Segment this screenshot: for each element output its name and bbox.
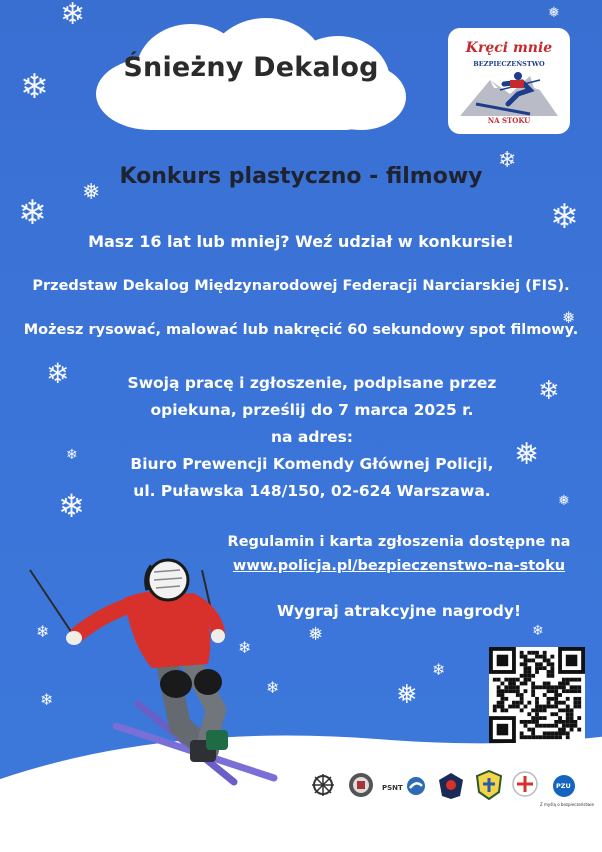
logo-line-2: BEZPIECZEŃSTWO	[473, 60, 545, 68]
snowflake-icon: ❅	[396, 680, 418, 710]
snowflake-icon: ❄	[532, 623, 544, 639]
fis-text: Przedstaw Dekalog Międzynarodowej Federacji Narciarskiej (FIS).	[32, 278, 570, 294]
snowflake-icon: ❅	[82, 180, 101, 205]
snowflake-icon: ❄	[538, 376, 560, 406]
send-text-2: opiekuna, prześlij do 7 marca 2025 r.	[150, 401, 474, 419]
snowflake-icon: ❄	[432, 660, 446, 679]
pzu-label: PZU	[556, 782, 571, 790]
cross-badge-icon	[476, 770, 502, 800]
skier-icon	[460, 68, 558, 116]
spot-text: Możesz rysować, malować lub nakręcić 60 sekundowy spot filmowy.	[23, 322, 579, 338]
prize-text: Wygraj atrakcyjne nagrody!	[276, 602, 522, 620]
snowflake-icon: ❄	[60, 0, 86, 32]
snowflake-icon: ❄	[58, 487, 85, 525]
sponsor-logos	[300, 764, 602, 824]
snowflake-icon: ❄	[238, 638, 252, 657]
skier-icon	[20, 550, 300, 800]
police-badge-icon	[348, 772, 374, 798]
snowflake-icon: ❄	[36, 622, 50, 641]
snowflake-icon: ❅	[562, 308, 576, 327]
shield-logo-icon	[438, 772, 464, 800]
snowflake-icon: ❅	[558, 493, 570, 509]
send-text-3: na adres:	[270, 428, 354, 446]
snowflake-icon: ❄	[266, 678, 280, 697]
address-line-2: ul. Puławska 148/150, 02-624 Warszawa.	[133, 482, 491, 500]
snowflake-icon: ❄	[550, 197, 579, 237]
snowflake-icon: ❄	[66, 447, 78, 463]
page-title: Śnieżny Dekalog	[123, 52, 379, 83]
rules-text: Regulamin i karta zgłoszenia dostępne na	[227, 534, 571, 550]
snowflake-icon: ❄	[40, 690, 54, 709]
snowflake-icon: ❅	[548, 5, 560, 21]
snowflake-icon: ❄	[498, 148, 517, 173]
snowflake-icon: ❅	[514, 437, 540, 472]
qr-code[interactable]	[489, 647, 585, 743]
mountain-medic-badge-icon	[512, 770, 538, 800]
snowflake-icon: ❅	[308, 624, 324, 645]
campaign-logo	[448, 28, 570, 134]
wave-logo-icon	[406, 776, 426, 796]
mountain-rescue-logo-icon	[310, 772, 336, 800]
snowflake-icon: ❄	[46, 357, 70, 390]
age-eligibility-text: Masz 16 lat lub mniej? Weź udział w konkursie!	[88, 232, 514, 251]
contest-subtitle: Konkurs plastyczno - filmowy	[119, 164, 483, 189]
address-line-1: Biuro Prewencji Komendy Głównej Policji,	[130, 455, 494, 473]
snowflake-icon: ❄	[18, 193, 47, 233]
pzu-caption: Z myślą o bezpieczeństwie	[540, 802, 594, 807]
send-text-1: Swoją pracę i zgłoszenie, podpisane przez	[127, 374, 497, 392]
snowflake-icon: ❄	[20, 67, 49, 107]
logo-line-3: NA STOKU	[487, 116, 531, 125]
logo-line-1: Kręci mnie	[465, 40, 553, 56]
psnt-label: PSNT	[382, 784, 403, 792]
contest-link[interactable]: www.policja.pl/bezpieczenstwo-na-stoku	[232, 558, 566, 574]
